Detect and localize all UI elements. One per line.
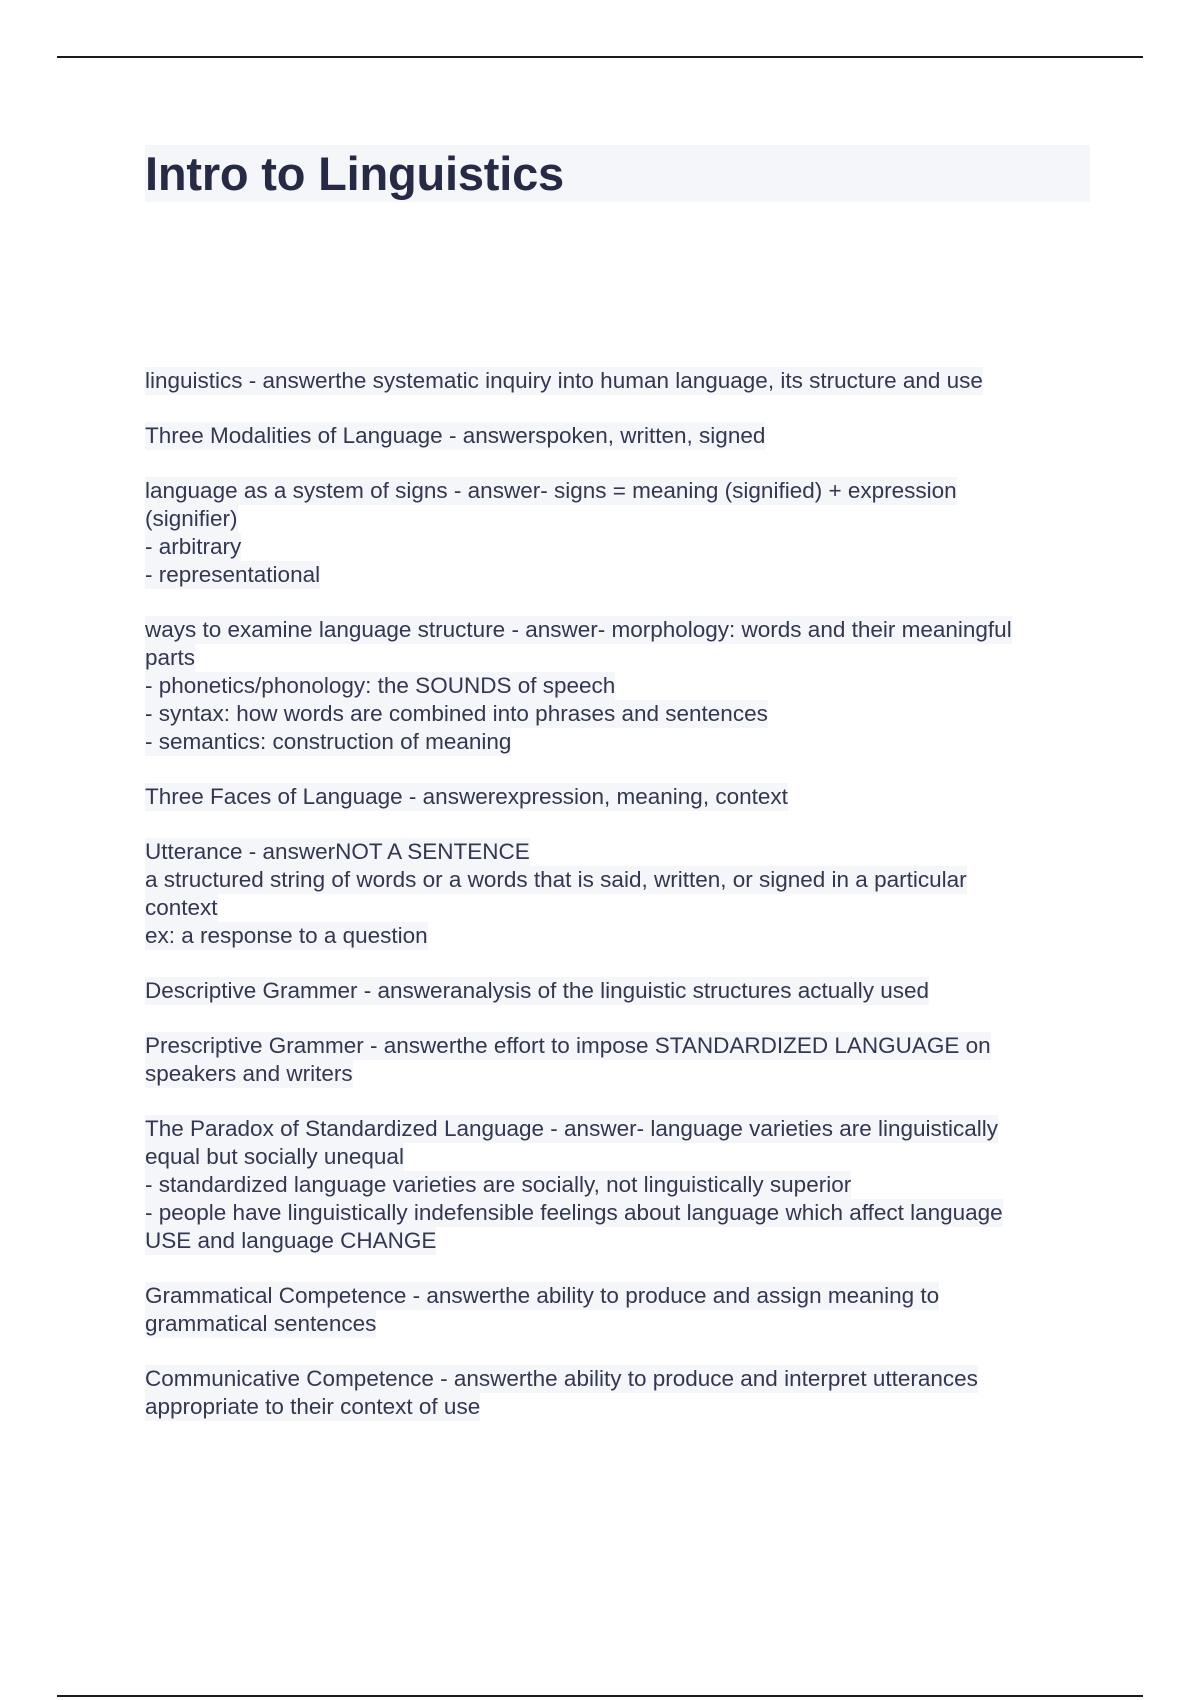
entry-line: Descriptive Grammer - answeranalysis of the linguistic structures actually used bbox=[145, 978, 930, 1003]
flashcard-entry bbox=[145, 1032, 1090, 1088]
entry-line: Grammatical Competence - answerthe ability to produce and assign meaning to bbox=[145, 1283, 940, 1308]
entry-line: speakers and writers bbox=[145, 1061, 353, 1086]
entry-line: - phonetics/phonology: the SOUNDS of speech bbox=[145, 673, 616, 698]
flashcard-entry bbox=[145, 616, 1090, 756]
flashcard-entry bbox=[145, 838, 1090, 950]
entry-line: (signifier) bbox=[145, 506, 238, 531]
flashcard-entry bbox=[145, 367, 1090, 395]
entry-line: ex: a response to a question bbox=[145, 923, 428, 948]
entry-line: grammatical sentences bbox=[145, 1311, 377, 1336]
bottom-rule bbox=[57, 1695, 1143, 1697]
entry-line: ways to examine language structure - answer- morphology: words and their meaningful bbox=[145, 617, 1012, 642]
entry-line: - standardized language varieties are socially, not linguistically superior bbox=[145, 1172, 852, 1197]
entry-line: Three Faces of Language - answerexpression, meaning, context bbox=[145, 784, 788, 809]
top-rule bbox=[57, 56, 1143, 58]
entry-line: linguistics - answerthe systematic inquiry into human language, its structure and use bbox=[145, 368, 983, 393]
entry-line: Prescriptive Grammer - answerthe effort to impose STANDARDIZED LANGUAGE on bbox=[145, 1033, 991, 1058]
entry-line: appropriate to their context of use bbox=[145, 1394, 481, 1419]
entry-line: Communicative Competence - answerthe ability to produce and interpret utterances bbox=[145, 1366, 978, 1391]
flashcard-list bbox=[145, 367, 1090, 1448]
entry-line: language as a system of signs - answer- signs = meaning (signified) + expression bbox=[145, 478, 957, 503]
flashcard-entry bbox=[145, 1115, 1090, 1255]
entry-line: The Paradox of Standardized Language - answer- language varieties are linguistically bbox=[145, 1116, 999, 1141]
entry-line: parts bbox=[145, 645, 196, 670]
page-title: Intro to Linguistics bbox=[145, 147, 564, 200]
entry-line: a structured string of words or a words that is said, written, or signed in a particular bbox=[145, 867, 967, 892]
entry-line: Utterance - answerNOT A SENTENCE bbox=[145, 839, 530, 864]
entry-line: - representational bbox=[145, 562, 321, 587]
flashcard-entry bbox=[145, 783, 1090, 811]
entry-line: USE and language CHANGE bbox=[145, 1228, 437, 1253]
entry-line: - people have linguistically indefensible feelings about language which affect language bbox=[145, 1200, 1003, 1225]
entry-line: - syntax: how words are combined into phrases and sentences bbox=[145, 701, 768, 726]
entry-line: context bbox=[145, 895, 218, 920]
entry-line: - semantics: construction of meaning bbox=[145, 729, 512, 754]
flashcard-entry bbox=[145, 977, 1090, 1005]
entry-line: - arbitrary bbox=[145, 534, 242, 559]
flashcard-entry bbox=[145, 477, 1090, 589]
flashcard-entry bbox=[145, 1282, 1090, 1338]
flashcard-entry bbox=[145, 422, 1090, 450]
entry-line: equal but socially unequal bbox=[145, 1144, 404, 1169]
entry-line: Three Modalities of Language - answerspoken, written, signed bbox=[145, 423, 766, 448]
flashcard-entry bbox=[145, 1365, 1090, 1421]
